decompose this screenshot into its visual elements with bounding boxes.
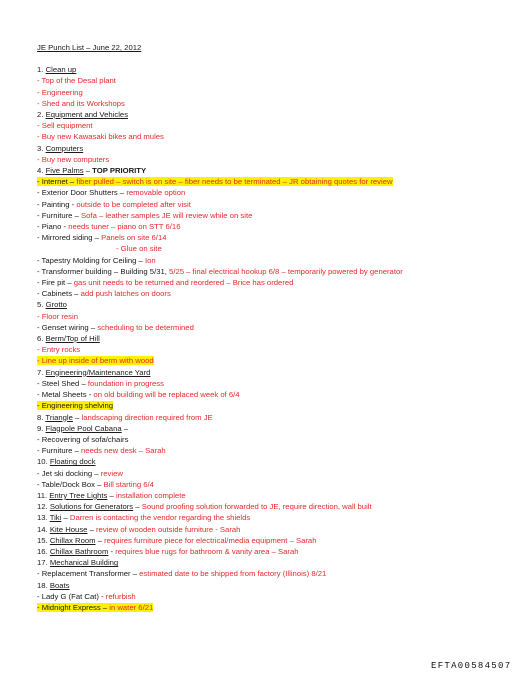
separator: – [72, 210, 82, 220]
separator: – [72, 446, 82, 456]
item-label: - Jet ski docking [37, 468, 93, 478]
line-text [37, 121, 93, 130]
item-label: - Entry rocks [37, 345, 81, 355]
item-note: needs new desk – Sarah [81, 446, 166, 456]
separator: – [83, 166, 93, 176]
line-text [37, 424, 128, 433]
line-text [37, 267, 403, 276]
line-text [37, 88, 83, 97]
punch-list [37, 64, 477, 613]
line-text [116, 244, 162, 253]
separator: - [86, 390, 94, 400]
separator: - [108, 546, 116, 556]
separator: – [87, 524, 96, 534]
section-title: Tiki [49, 513, 62, 523]
section-title: Chillax Bathroom [49, 546, 109, 556]
list-item [37, 468, 477, 479]
item-note: gas unit needs to be returned and reordered – Brice has ordered [73, 278, 294, 288]
item-label: - Buy new Kawasaki bikes and mules [37, 132, 164, 142]
highlighted-text [37, 603, 153, 612]
separator: – [72, 412, 82, 422]
item-label: - Lady G (Fat Cat) [37, 591, 99, 601]
line-text [37, 278, 293, 287]
list-section-heading [37, 490, 477, 501]
line-text [37, 144, 83, 153]
list-item [37, 378, 477, 389]
list-item [37, 87, 477, 98]
item-label: - Engineering shelving [37, 401, 114, 411]
line-text [37, 99, 125, 108]
item-number: 12. [37, 502, 48, 512]
item-label: - Genset wiring [37, 322, 89, 332]
line-text [37, 525, 240, 534]
separator: – [72, 289, 81, 299]
line-text [37, 446, 166, 455]
list-item [37, 187, 477, 198]
item-note: removable option [126, 188, 186, 198]
list-item [37, 479, 477, 490]
line-text [37, 65, 76, 74]
list-item [37, 98, 477, 109]
item-label: - Mirrored siding [37, 233, 93, 243]
item-note: scheduling to be determined [97, 322, 194, 332]
item-note: review of wooden outside furniture - Sarah [96, 524, 241, 534]
list-section-heading [37, 109, 477, 120]
item-number: 11. [37, 490, 48, 500]
line-text [37, 592, 136, 601]
list-section-heading [37, 423, 477, 434]
line-text [37, 233, 167, 242]
line-text [37, 334, 100, 343]
section-title: Grotto [45, 300, 67, 310]
list-item [37, 568, 477, 579]
document-id-footer: EFTA00584507 [431, 661, 512, 671]
item-number: 8. [37, 412, 44, 422]
line-text [37, 368, 150, 377]
item-number: 9. [37, 423, 44, 433]
separator: - [69, 199, 77, 209]
list-item [37, 591, 477, 602]
item-note: Darren is contacting the vendor regarding the shields [69, 513, 251, 523]
item-label: - Top of the Desal plant [37, 76, 116, 86]
list-item [37, 277, 477, 288]
item-label: - Sell equipment [37, 121, 93, 131]
item-number: 2. [37, 110, 44, 120]
section-title: Triangle [45, 412, 73, 422]
line-text [37, 513, 250, 522]
separator: – [61, 513, 70, 523]
line-text [37, 558, 118, 567]
item-number: 18. [37, 580, 48, 590]
item-number: 1. [37, 65, 44, 75]
item-note: installation complete [115, 490, 186, 500]
item-note: requires furniture piece for electrical/media equipment – Sarah [104, 535, 317, 545]
highlighted-text [37, 356, 154, 365]
section-title: Engineering/Maintenance Yard [45, 367, 151, 377]
list-section-heading [37, 557, 477, 568]
line-text [37, 547, 299, 556]
list-section-heading [37, 456, 477, 467]
item-label: - Cabinets [37, 289, 73, 299]
line-text [37, 323, 194, 332]
list-item [37, 311, 477, 322]
item-number: 14. [37, 524, 48, 534]
item-label: - Fire pit [37, 278, 66, 288]
separator: – [107, 490, 116, 500]
section-title: Flagpole Pool Cabana [45, 423, 122, 433]
item-number: 16. [37, 546, 48, 556]
item-label: - Painting [37, 199, 70, 209]
list-item [37, 221, 477, 232]
list-item [37, 131, 477, 142]
line-text [37, 76, 116, 85]
item-note: in water 6/21 [109, 602, 154, 612]
list-section-heading [37, 501, 477, 512]
item-note: Sofa – leather samples JE will review while on site [81, 210, 253, 220]
list-item [37, 322, 477, 333]
list-section-heading [37, 299, 477, 310]
list-item [37, 199, 477, 210]
line-text [37, 166, 146, 175]
highlighted-text [37, 177, 393, 186]
list-section-heading [37, 512, 477, 523]
item-note: fiber pulled – switch is on site – fiber needs to be terminated – JR obtaining quotes for review [76, 177, 393, 187]
item-number: 13. [37, 513, 48, 523]
list-item [37, 445, 477, 456]
separator: – [136, 255, 145, 265]
separator: - [61, 222, 69, 232]
list-item [37, 266, 477, 277]
section-title: Berm/Top of Hill [45, 334, 100, 344]
list-item [37, 389, 477, 400]
line-text [37, 110, 128, 119]
item-note: Bill starting 6/4 [103, 479, 154, 489]
item-note: estimated date to be shipped from factory (Illinois) 8/21 [139, 569, 327, 579]
list-item [37, 232, 477, 243]
line-text [37, 491, 186, 500]
item-note: needs tuner – piano on STT 6/16 [68, 222, 181, 232]
list-item [37, 75, 477, 86]
line-text [37, 289, 171, 298]
list-section-heading [37, 535, 477, 546]
line-text [37, 502, 372, 511]
section-title: Mechanical Building [49, 558, 119, 568]
item-label: - Table/Dock Box [37, 479, 95, 489]
section-title: Entry Tree Lights [49, 490, 108, 500]
list-item [37, 154, 477, 165]
list-section-heading [37, 333, 477, 344]
section-title: Solutions for Generators [49, 502, 134, 512]
separator: – [94, 479, 104, 489]
item-number: 7. [37, 367, 44, 377]
list-section-heading [37, 143, 477, 154]
item-label: - Replacement Transformer [37, 569, 131, 579]
line-text [37, 390, 240, 399]
separator: – [100, 602, 110, 612]
list-section-heading [37, 165, 477, 176]
line-text [37, 188, 185, 197]
list-item [37, 255, 477, 266]
item-note: Ion [144, 255, 156, 265]
item-label: - Internet [37, 177, 68, 187]
item-label: - Tapestry Molding for Ceiling [37, 255, 137, 265]
list-item [37, 210, 477, 221]
separator: – [67, 177, 77, 187]
item-number: 15. [37, 535, 48, 545]
item-label: - Shed and its Workshops [37, 98, 125, 108]
document-title: JE Punch List – June 22, 2012 [37, 43, 142, 52]
list-item [37, 602, 477, 613]
line-text [37, 345, 80, 354]
line-text [37, 413, 213, 422]
item-label: - Piano [37, 222, 62, 232]
item-label: - Line up inside of berm with wood [37, 356, 154, 366]
line-text [37, 581, 70, 590]
list-item [37, 400, 477, 411]
separator: – [92, 233, 102, 243]
item-number: 3. [37, 143, 44, 153]
list-section-heading [37, 580, 477, 591]
item-note: foundation in progress [87, 378, 164, 388]
list-section-heading [37, 64, 477, 75]
list-section-heading [37, 367, 477, 378]
list-section-heading [37, 412, 477, 423]
list-item [37, 120, 477, 131]
item-note: Panels on site 6/14 [101, 233, 167, 243]
item-label: - Transformer building – Building 5/31, [37, 266, 167, 276]
item-label: - Exterior Door Shutters [37, 188, 118, 198]
item-label: - Recovering of sofa/chairs [37, 434, 129, 444]
section-title: Five Palms [45, 166, 84, 176]
separator: – [88, 322, 98, 332]
section-title: Kite House [49, 524, 88, 534]
item-label: - Midnight Express [37, 602, 101, 612]
item-number: 4. [37, 166, 44, 176]
list-item [37, 288, 477, 299]
line-text [37, 312, 78, 321]
punch-list-document [37, 42, 477, 613]
item-label: - Furniture [37, 210, 73, 220]
item-number: 17. [37, 558, 48, 568]
separator: – [117, 188, 127, 198]
item-label: - Engineering [37, 87, 83, 97]
list-section-heading [37, 524, 477, 535]
list-item [37, 355, 477, 366]
line-text [37, 457, 96, 466]
separator: – [130, 569, 140, 579]
item-label: - Buy new computers [37, 154, 110, 164]
section-title: Boats [49, 580, 70, 590]
section-title: Equipment and Vehicles [45, 110, 129, 120]
item-note: Sound proofing solution forwarded to JE, require direction, wall built [141, 502, 372, 512]
section-title: Floating dock [49, 457, 96, 467]
line-text [37, 211, 252, 220]
line-text [37, 569, 326, 578]
item-note: requires blue rugs for bathroom & vanity area – Sarah [115, 546, 299, 556]
line-text [37, 435, 128, 444]
line-text [37, 155, 109, 164]
line-text [37, 200, 191, 209]
separator: – [65, 278, 74, 288]
item-note: TOP PRIORITY [92, 166, 147, 176]
item-number: 10. [37, 457, 48, 467]
list-item [37, 243, 477, 254]
separator: – [79, 378, 88, 388]
separator: – [95, 535, 105, 545]
separator: – [121, 423, 129, 433]
line-text [37, 379, 164, 388]
item-note: outside to be completed after visit [76, 199, 191, 209]
list-item [37, 434, 477, 445]
separator: – [92, 468, 101, 478]
line-text [37, 469, 123, 478]
item-note: landscaping direction required from JE [81, 412, 213, 422]
item-note: review [100, 468, 123, 478]
section-title: Computers [45, 143, 84, 153]
line-text [37, 536, 316, 545]
item-note: on old building will be replaced week of 6/4 [93, 390, 240, 400]
line-text [37, 256, 156, 265]
separator: – [133, 502, 142, 512]
line-text [37, 300, 67, 309]
section-title: Chillax Room [49, 535, 96, 545]
list-item [37, 344, 477, 355]
item-note: refurbish [105, 591, 136, 601]
list-section-heading [37, 546, 477, 557]
item-label: - Floor resin [37, 311, 79, 321]
item-number: 5. [37, 300, 44, 310]
line-text [37, 222, 180, 231]
item-note: add push latches on doors [80, 289, 171, 299]
item-label: - Metal Sheets [37, 390, 87, 400]
line-text [37, 132, 164, 141]
item-label: - Glue on site [116, 244, 162, 254]
highlighted-text [37, 401, 113, 410]
line-text [37, 480, 154, 489]
list-item [37, 176, 477, 187]
item-label: - Steel Shed [37, 378, 80, 388]
separator: - [98, 591, 106, 601]
section-title: Clean up [45, 65, 77, 75]
item-note: 5/25 – final electrical hookup 6/8 – temporarily powered by generator [169, 266, 403, 276]
item-label: - Furniture [37, 446, 73, 456]
item-number: 6. [37, 334, 44, 344]
